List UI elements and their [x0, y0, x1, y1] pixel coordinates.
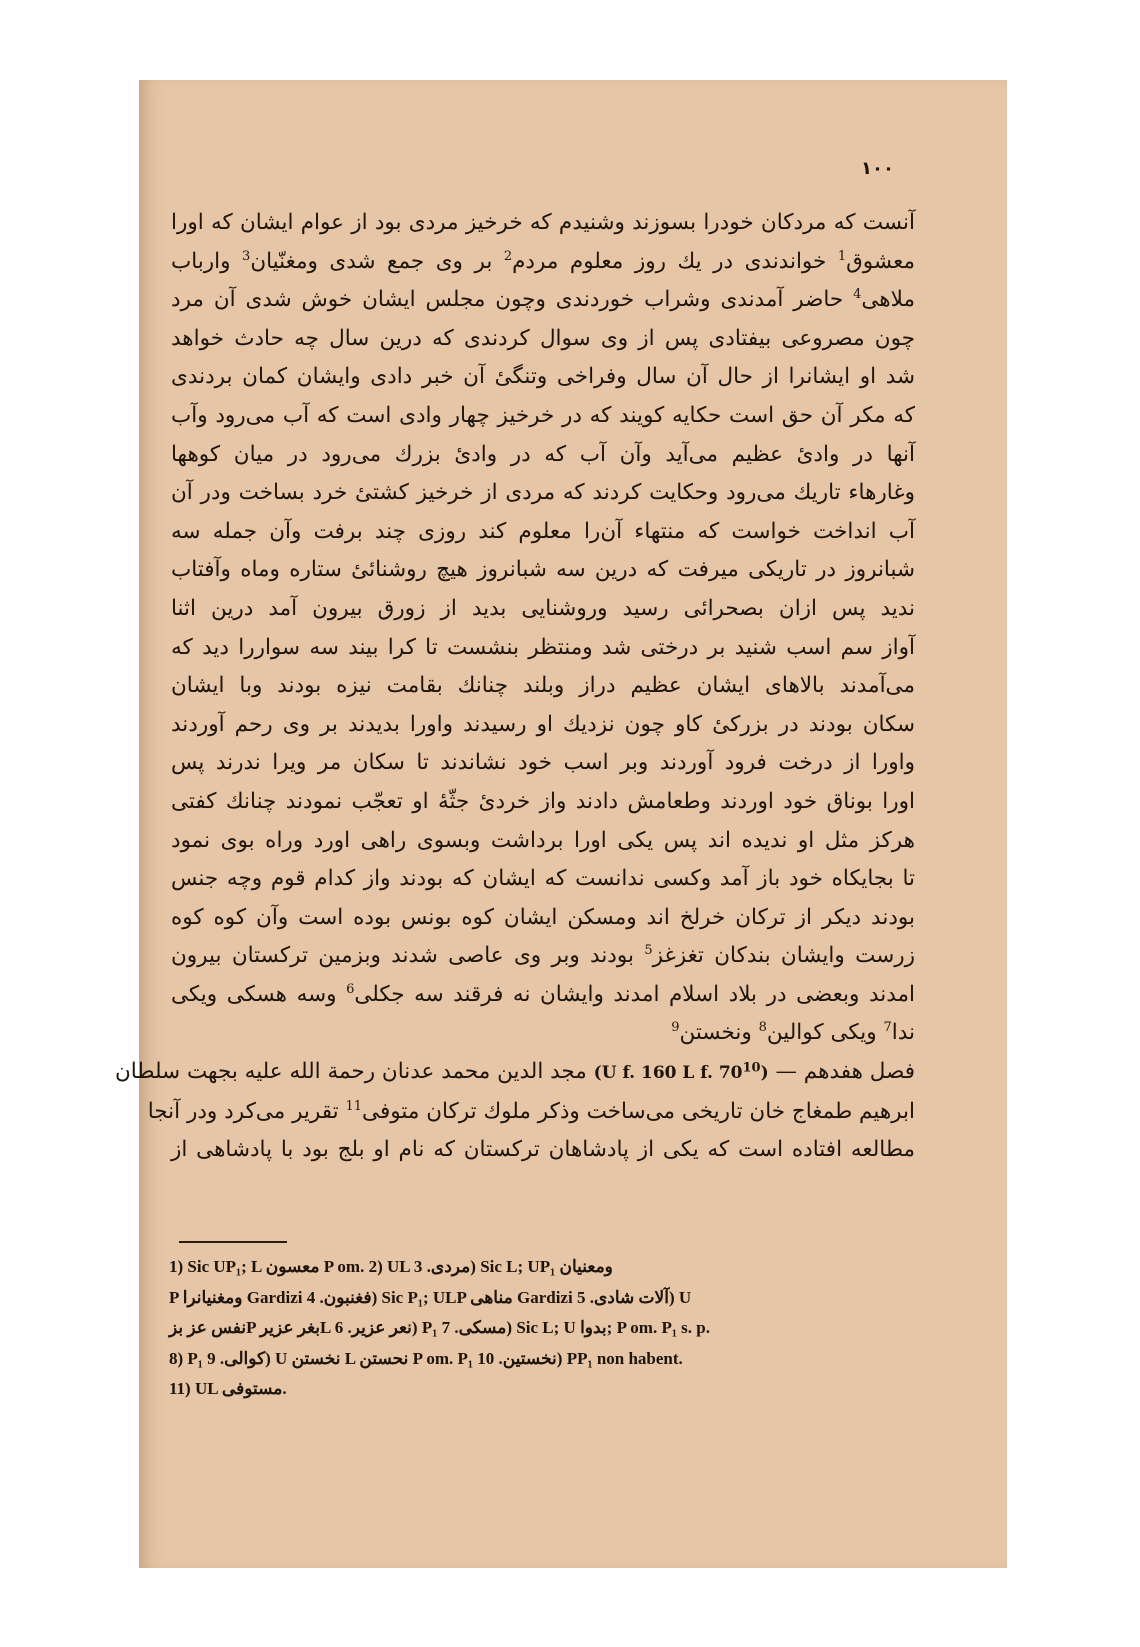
- text-line: چون مصروعی بیفتادی پس از وی سوال کردندی که درین سال چه حادث خواهد: [171, 325, 915, 351]
- text-line: ملاهی$^4$ حاضر آمدندی وشراب خوردندی وچون مجلس ایشان خوش شدی آن مرد: [171, 287, 915, 313]
- text-line: ندید پس ازان بصحرائی رسید وروشنایی بدید از زورق بیرون آمد درین اثنا: [171, 595, 915, 621]
- footnote-mark: 8: [758, 1020, 767, 1036]
- footnote-separator: [179, 1241, 287, 1243]
- footnote-line: 8) P₁ کوالی. 9) U نخستن L نحستن P om. P₁ نخستین. 10) PP₁ non habent.: [169, 1348, 683, 1368]
- text-line: وغارهاء تاریك می‌رود وحکایت کردند که مردی از خرخیز کشتیٔ خرد بساخت ودر آن: [171, 480, 915, 506]
- manuscript-page: [115, 80, 1007, 1568]
- section-heading-line: فصل هفدهم — (U f. 160 L f. 70$^{10}$) مجد الدین محمد عدنان رحمة الله علیه بجهت سلطان: [115, 1059, 915, 1085]
- text-line: امدند وبعضی در بلاد اسلام امدند وایشان نه فرقند سه جکلی$^6$ وسه هسکی ویکی: [171, 981, 915, 1007]
- text-line: شد او ایشانرا از حال آن سال وفراخی وتنگیٔ آن خبر دادی وایشان کمان بردندی: [171, 364, 915, 390]
- text-line: شبانروز در تاریکی میرفت که درین سه شبانروز هیچ روشنائیٔ ستاره وماه وآفتاب: [171, 557, 915, 583]
- footnote-line: P ومغنیانرا Gardizi فغنبون. 4) Sic P₁; ULP مناهی Gardizi آلات شادی. 5) U: [169, 1287, 692, 1307]
- text-line: که مکر آن حق است حکایه کویند که در خرخیز چهار وادی است که آب می‌رود وآب: [171, 402, 915, 428]
- page-number: ۱۰۰: [861, 158, 894, 179]
- text-line: می‌آمدند بالاهای ایشان عظیم دراز وبلند چنانك بقامت نیزه بودند وبا ایشان: [171, 673, 915, 699]
- text-line: واورا از درخت فرود آوردند وبر اسب خود نشاندند تا سکان مر ویرا ندرند پس: [171, 750, 915, 776]
- text-line: بودند دیکر از ترکان خرلخ اند ومسکن ایشان کوه بونس بوده است وآن کوه کوه: [171, 904, 915, 930]
- text-line: آب انداخت خواست که منتهاء آن‌را معلوم کند روزی چند برفت وآن جمله سه: [171, 518, 915, 544]
- text-line: مطالعه افتاده است که یکی از پادشاهان ترکستان که نام او بلج بود با پادشاهی از: [171, 1137, 915, 1163]
- manuscript-reference: (U f. 160 L f. 70$^{10}$): [593, 1060, 769, 1084]
- text-line: آنست که مردکان خودرا بسوزند وشنیدم که خرخیز مردی بود از عوام ایشان که اورا: [171, 210, 915, 235]
- footnote-line: نفس عز بزP بغر عزیرL نعر عزیر. 6) P₁ مسکی. 7) Sic L; U بدوا; P om. P₁ s. p.: [169, 1318, 710, 1337]
- footnote-mark: 4: [853, 287, 862, 303]
- main-text: [115, 204, 915, 1170]
- section-title: فصل هفدهم —: [775, 1059, 915, 1085]
- text-line: اورا بوناق خود اوردند وطعامش دادند واز خردیٔ جثّهٔ او تعجّب نمودند چنانك کفتی: [171, 788, 915, 814]
- footnote-mark: 3: [242, 248, 251, 264]
- text-line: ابرهیم طمغاج خان تاریخی می‌ساخت وذکر ملوك ترکان متوفی$^{11}$ تقریر می‌کرد ودر آنجا: [147, 1098, 915, 1124]
- footnote-line: 11) UL مستوفی.: [169, 1379, 287, 1398]
- text-line: ندا$^7$ ویکی کوالین$^8$ ونخستن$^9$: [671, 1020, 915, 1046]
- text-line: آنها در وادیٔ عظیم می‌آید وآن آب که در وادیٔ بزرك می‌رود در میان کوهها: [171, 441, 915, 467]
- footnote-line: 1) Sic UP₁; L معسون P om. 2) UL مردی. 3) Sic L; UP₁ ومعنیان: [169, 1257, 613, 1276]
- text-line: آواز سم اسب شنید بر درختی شد ومنتظر بنشست تا کرا بیند سه سواررا دید که: [171, 634, 915, 660]
- footnote-mark: 6: [346, 981, 355, 997]
- text-line: زرست وایشان بندکان تغزغز$^5$ بودند وبر وی عاصی شدند وبزمین ترکستان بیرون: [171, 943, 915, 969]
- footnote-mark: 5: [644, 943, 653, 959]
- footnote-mark: 9: [671, 1020, 680, 1036]
- text-line: هرکز مثل او ندیده اند پس یکی اورا برداشت وبسوی راهی اورد وراه بوی نمود: [171, 827, 915, 853]
- footnote-mark: 1: [837, 248, 847, 264]
- text-line: سکان بودند در بزرکیٔ کاو چون نزدیك او رسیدند واورا بدیدند بر وی رحم آوردند: [171, 711, 915, 737]
- footnote-mark: 2: [503, 248, 513, 264]
- text-line: معشوق$^1$ خواندندی در یك روز معلوم مردم$^2$ بر وی جمع شدی ومغنّیان$^3$ وارباب: [171, 248, 915, 274]
- text-line: تا بجایکاه خود باز آمد وکسی ندانست که ایشان که بودند واز کدام قوم وچه جنس: [171, 866, 915, 892]
- footnotes: [169, 1252, 929, 1405]
- footnote-mark: 11: [345, 1098, 363, 1114]
- footnote-mark: 7: [883, 1020, 892, 1036]
